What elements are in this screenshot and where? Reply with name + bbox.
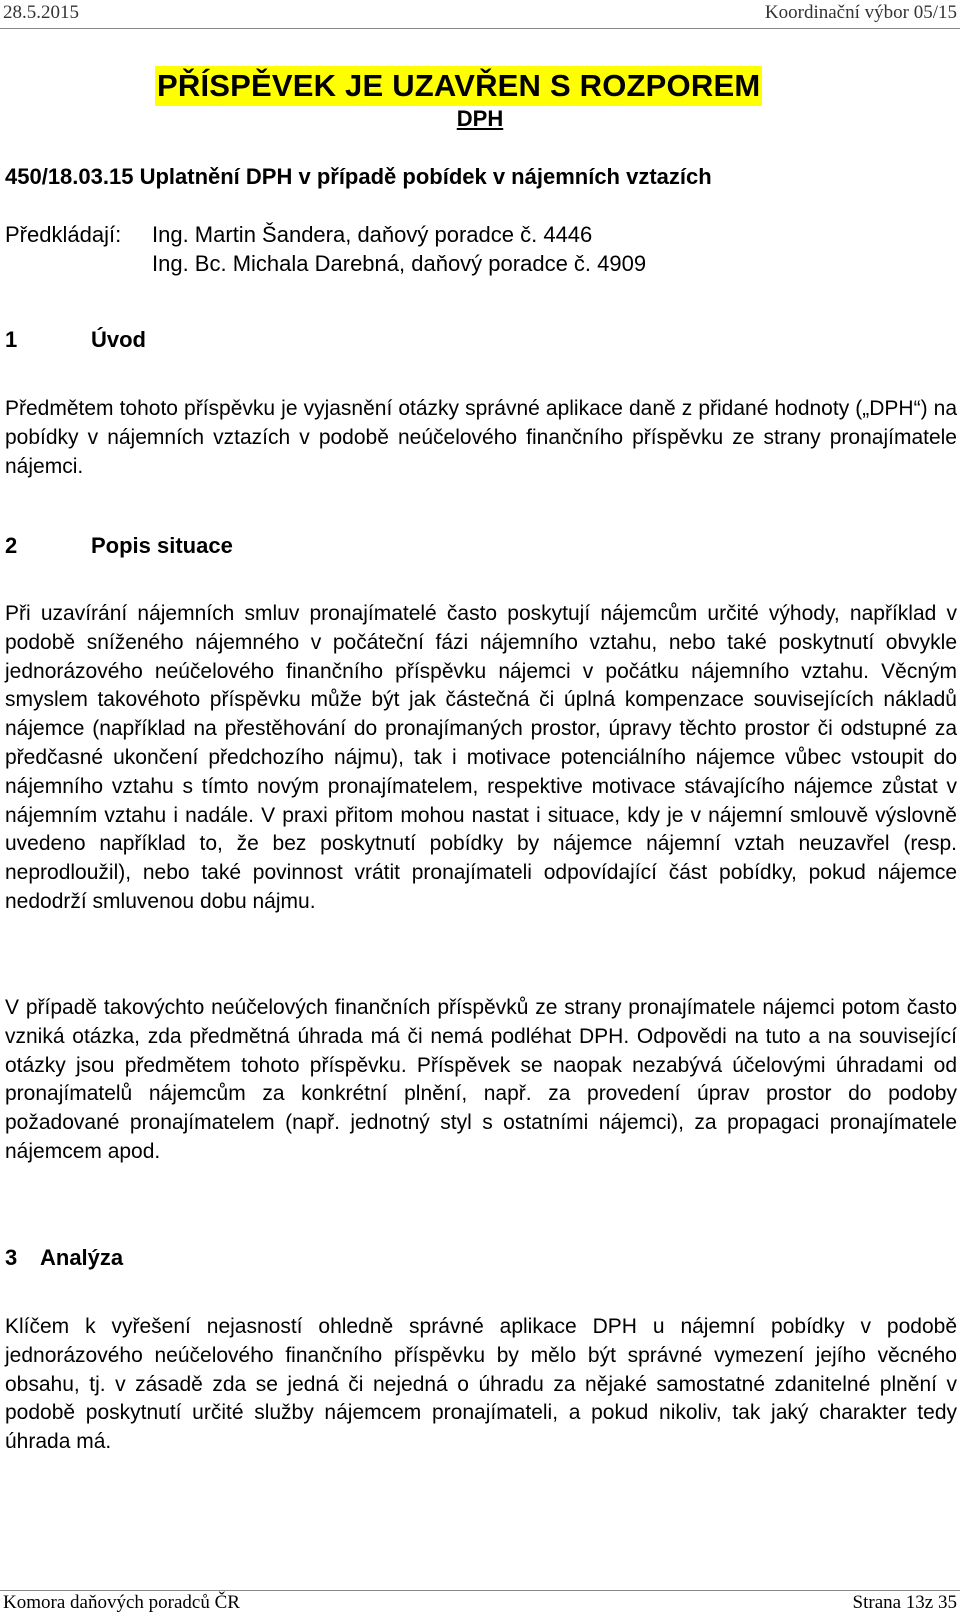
document-title: 450/18.03.15 Uplatnění DPH v případě pobídek v nájemních vztazích: [5, 164, 712, 189]
submitter-name: Ing. Bc. Michala Darebná, daňový poradce č. 4909: [152, 251, 647, 276]
submitters-block: [5, 220, 646, 278]
page-header: [0, 0, 960, 28]
section-number: 1: [5, 327, 18, 352]
section-number: 3: [5, 1245, 18, 1270]
status-banner: PŘÍSPĚVEK JE UZAVŘEN S ROZPOREM: [155, 66, 762, 106]
section-paragraph: Klíčem k vyřešení nejasností ohledně správné aplikace DPH u nájemní pobídky v podobě jednorázového neúčelového finančního příspěvku by mělo být správné vymezení jejího věcného obsahu, tj. v zásadě zda se jedná či nejedná o úhradu za nějaké samostatné zdanitelné plnění v podobě poskytnutí určité služby nájemcem pronajímateli, a pokud nikoliv, tak jaký charakter tedy úhrada má.: [5, 1315, 957, 1454]
header-divider: [0, 28, 960, 29]
header-date: 28.5.2015: [3, 2, 79, 23]
header-meeting: Koordinační výbor 05/15: [764, 2, 957, 23]
section-paragraph: Předmětem tohoto příspěvku je vyjasnění otázky správné aplikace daně z přidané hodnoty („DPH“) na pobídky v nájemních vztazích v podobě neúčelového finančního příspěvku ze strany pronajímatele nájemci.: [5, 397, 957, 478]
footer-organization: Komora daňových poradců ČR: [3, 1592, 240, 1613]
section-heading: [5, 1245, 123, 1271]
section-paragraph: V případě takovýchto neúčelových finančních příspěvků ze strany pronajímatele nájemci potom často vzniká otázka, zda předmětná úhrada má či nemá podléhat DPH. Odpovědi na tuto a na související otázky jsou předmětem tohoto příspěvku. Příspěvek se naopak nezabývá účelovými úhradami od pronajímatelů nájemcům za konkrétní plnění, např. za provedení úprav prostor do podoby požadované pronajímatelem (např. jednotný styl s ostatními nájemci), za propagaci pronajímatele nájemcem apod.: [5, 996, 957, 1163]
section-title: Popis situace: [91, 533, 233, 558]
section-heading: [5, 327, 146, 353]
section-title: Úvod: [91, 327, 146, 352]
submitters-label: Předkládají:: [5, 222, 122, 247]
tax-area-label: DPH: [456, 106, 504, 131]
section-heading: [5, 533, 233, 559]
section-paragraph: Při uzavírání nájemních smluv pronajímatelé často poskytují nájemcům určité výhody, například v podobě sníženého nájemného v počáteční fázi nájemního vztahu, nebo také poskytnutí obvykle jednorázového neúčelového finančního příspěvku nájemci v počátku nájemního vztahu. Věcným smyslem takovéhoto příspěvku může být jak částečná či úplná kompenzace souvisejících nákladů nájemce (například na přestěhování do pronajímaných prostor, úpravy těchto prostor či odstupné za předčasné ukončení předchozího nájmu), tak i motivace potenciálního nájemce vůbec vstoupit do nájemního vztahu s tímto novým pronajímatelem, respektive motivace stávajícího nájemce zůstat v nájemním vztahu i nadále. V praxi přitom mohou nastat i situace, kdy je v nájemní smlouvě výslovně uvedeno například to, že bez poskytnutí pobídky by nájemce nájemní vztah neuzavřel (resp. neprodloužil), nebo také povinnost vrátit pronajímateli odpovídající část pobídky, pokud nájemce nedodrží smluvenou dobu nájmu.: [5, 602, 957, 913]
submitter-name: Ing. Martin Šandera, daňový poradce č. 4446: [152, 222, 593, 247]
section-title: Analýza: [40, 1245, 124, 1270]
footer-divider: [0, 1590, 960, 1591]
section-number: 2: [5, 533, 18, 558]
page-number: Strana 13z 35: [852, 1592, 957, 1613]
page-footer: [0, 1592, 960, 1612]
